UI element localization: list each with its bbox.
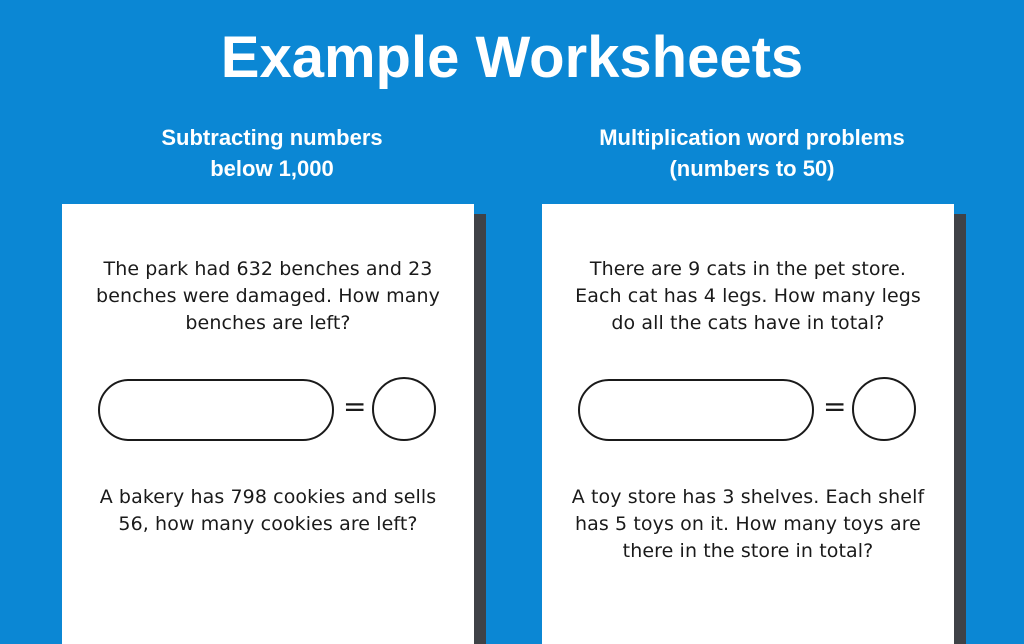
worksheet-card: [62, 204, 474, 644]
word-problem-1: There are 9 cats in the pet store. Each cat has 4 legs. How many legs do all the cats have in total?: [575, 258, 921, 334]
answer-row: [542, 376, 954, 442]
result-answer-circle[interactable]: [372, 377, 436, 441]
word-problem-1: The park had 632 benches and 23 benches were damaged. How many benches are left?: [96, 258, 440, 334]
equals-sign: =: [343, 390, 367, 423]
worksheet-card: [542, 204, 954, 644]
worksheet-heading-line1: Subtracting numbers: [161, 125, 383, 150]
result-answer-circle[interactable]: [852, 377, 916, 441]
worksheet-column-multiplication: [542, 0, 962, 634]
answer-row: [62, 376, 474, 442]
equals-sign: =: [823, 390, 847, 423]
word-problem-2: A bakery has 798 cookies and sells 56, how many cookies are left?: [99, 486, 437, 535]
equation-answer-box[interactable]: [98, 379, 334, 441]
page-title: Example Worksheets: [220, 25, 804, 90]
worksheet-heading-line2: (numbers to 50): [669, 156, 835, 181]
worksheet-heading-line2: below 1,000: [210, 156, 334, 181]
equation-answer-box[interactable]: [578, 379, 814, 441]
worksheet-column-subtraction: [62, 0, 482, 634]
word-problem-2: A toy store has 3 shelves. Each shelf has 5 toys on it. How many toys are there in the store in total?: [571, 486, 925, 562]
worksheet-heading: [542, 122, 962, 184]
worksheet-heading-line1: Multiplication word problems: [599, 125, 905, 150]
worksheet-heading: [62, 122, 482, 184]
